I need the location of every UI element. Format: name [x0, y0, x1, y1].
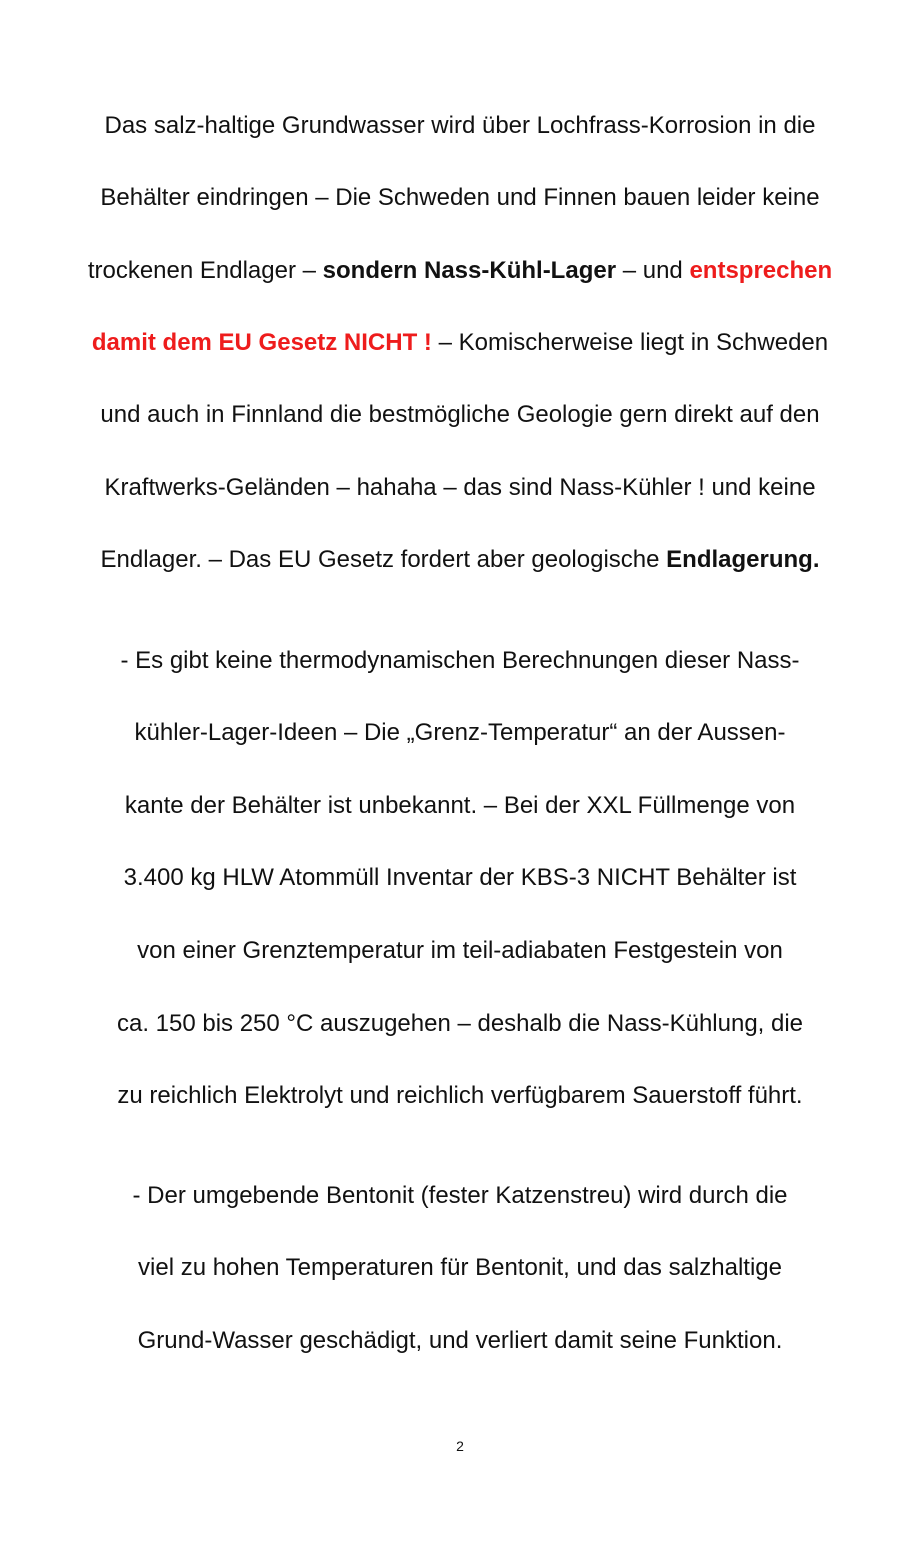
red-highlight-text-run: damit dem EU Gesetz NICHT ! [91, 329, 432, 356]
paragraph-1-line-7 [0, 545, 920, 575]
text-run: Endlager. – Das EU Gesetz fordert aber geologische [100, 546, 667, 573]
text-run: von einer Grenztemperatur im teil-adiabaten Festgestein von [137, 937, 783, 964]
text-run: und auch in Finnland die bestmögliche Geologie gern direkt auf den [100, 401, 820, 428]
text-run: Das salz-haltige Grundwasser wird über Lochfrass-Korrosion in die [104, 112, 816, 139]
paragraph-1-line-3 [0, 256, 920, 286]
text-run: ca. 150 bis 250 °C auszugehen – deshalb die Nass-Kühlung, die [116, 1010, 804, 1037]
paragraph-3-line-3 [0, 1326, 920, 1356]
text-run: Kraftwerks-Geländen – hahaha – das sind Nass-Kühler ! und keine [104, 474, 816, 501]
paragraph-2-line-1 [0, 646, 920, 676]
text-run: - Es gibt keine thermodynamischen Berechnungen dieser Nass- [120, 647, 800, 674]
text-run: Behälter eindringen – Die Schweden und Finnen bauen leider keine [100, 184, 820, 211]
paragraph-3-line-1 [0, 1181, 920, 1211]
text-run: 3.400 kg HLW Atommüll Inventar der KBS-3 NICHT Behälter ist [123, 864, 797, 891]
bold-text-run: sondern Nass-Kühl-Lager [322, 257, 617, 284]
red-highlight-text-run: entsprechen [689, 257, 833, 284]
text-run: – Komischerweise liegt in Schweden [431, 329, 829, 356]
paragraph-2-line-7 [0, 1081, 920, 1111]
text-run: trockenen Endlager – [87, 257, 323, 284]
paragraph-1-line-4 [0, 328, 920, 358]
paragraph-2-line-6 [0, 1009, 920, 1039]
text-run: zu reichlich Elektrolyt und reichlich verfügbarem Sauerstoff führt. [117, 1082, 803, 1109]
page-number: 2 [456, 1438, 464, 1454]
text-run: Grund-Wasser geschädigt, und verliert damit seine Funktion. [137, 1327, 783, 1354]
paragraph-2-line-2 [0, 718, 920, 748]
paragraph-2-line-4 [0, 863, 920, 893]
bold-text-run: Endlagerung. [666, 546, 820, 573]
paragraph-3-line-2 [0, 1253, 920, 1283]
paragraph-2-line-5 [0, 936, 920, 966]
text-run: - Der umgebende Bentonit (fester Katzenstreu) wird durch die [132, 1182, 788, 1209]
text-run: kante der Behälter ist unbekannt. – Bei der XXL Füllmenge von [124, 792, 796, 819]
text-run: kühler-Lager-Ideen – Die „Grenz-Temperatur“ an der Aussen- [134, 719, 786, 746]
paragraph-1-line-2 [0, 183, 920, 213]
paragraph-2-line-3 [0, 791, 920, 821]
text-run: viel zu hohen Temperaturen für Bentonit, und das salzhaltige [138, 1254, 782, 1281]
paragraph-1-line-5 [0, 400, 920, 430]
paragraph-1-line-6 [0, 473, 920, 503]
text-run: – und [616, 257, 690, 284]
paragraph-1-line-1 [0, 111, 920, 141]
